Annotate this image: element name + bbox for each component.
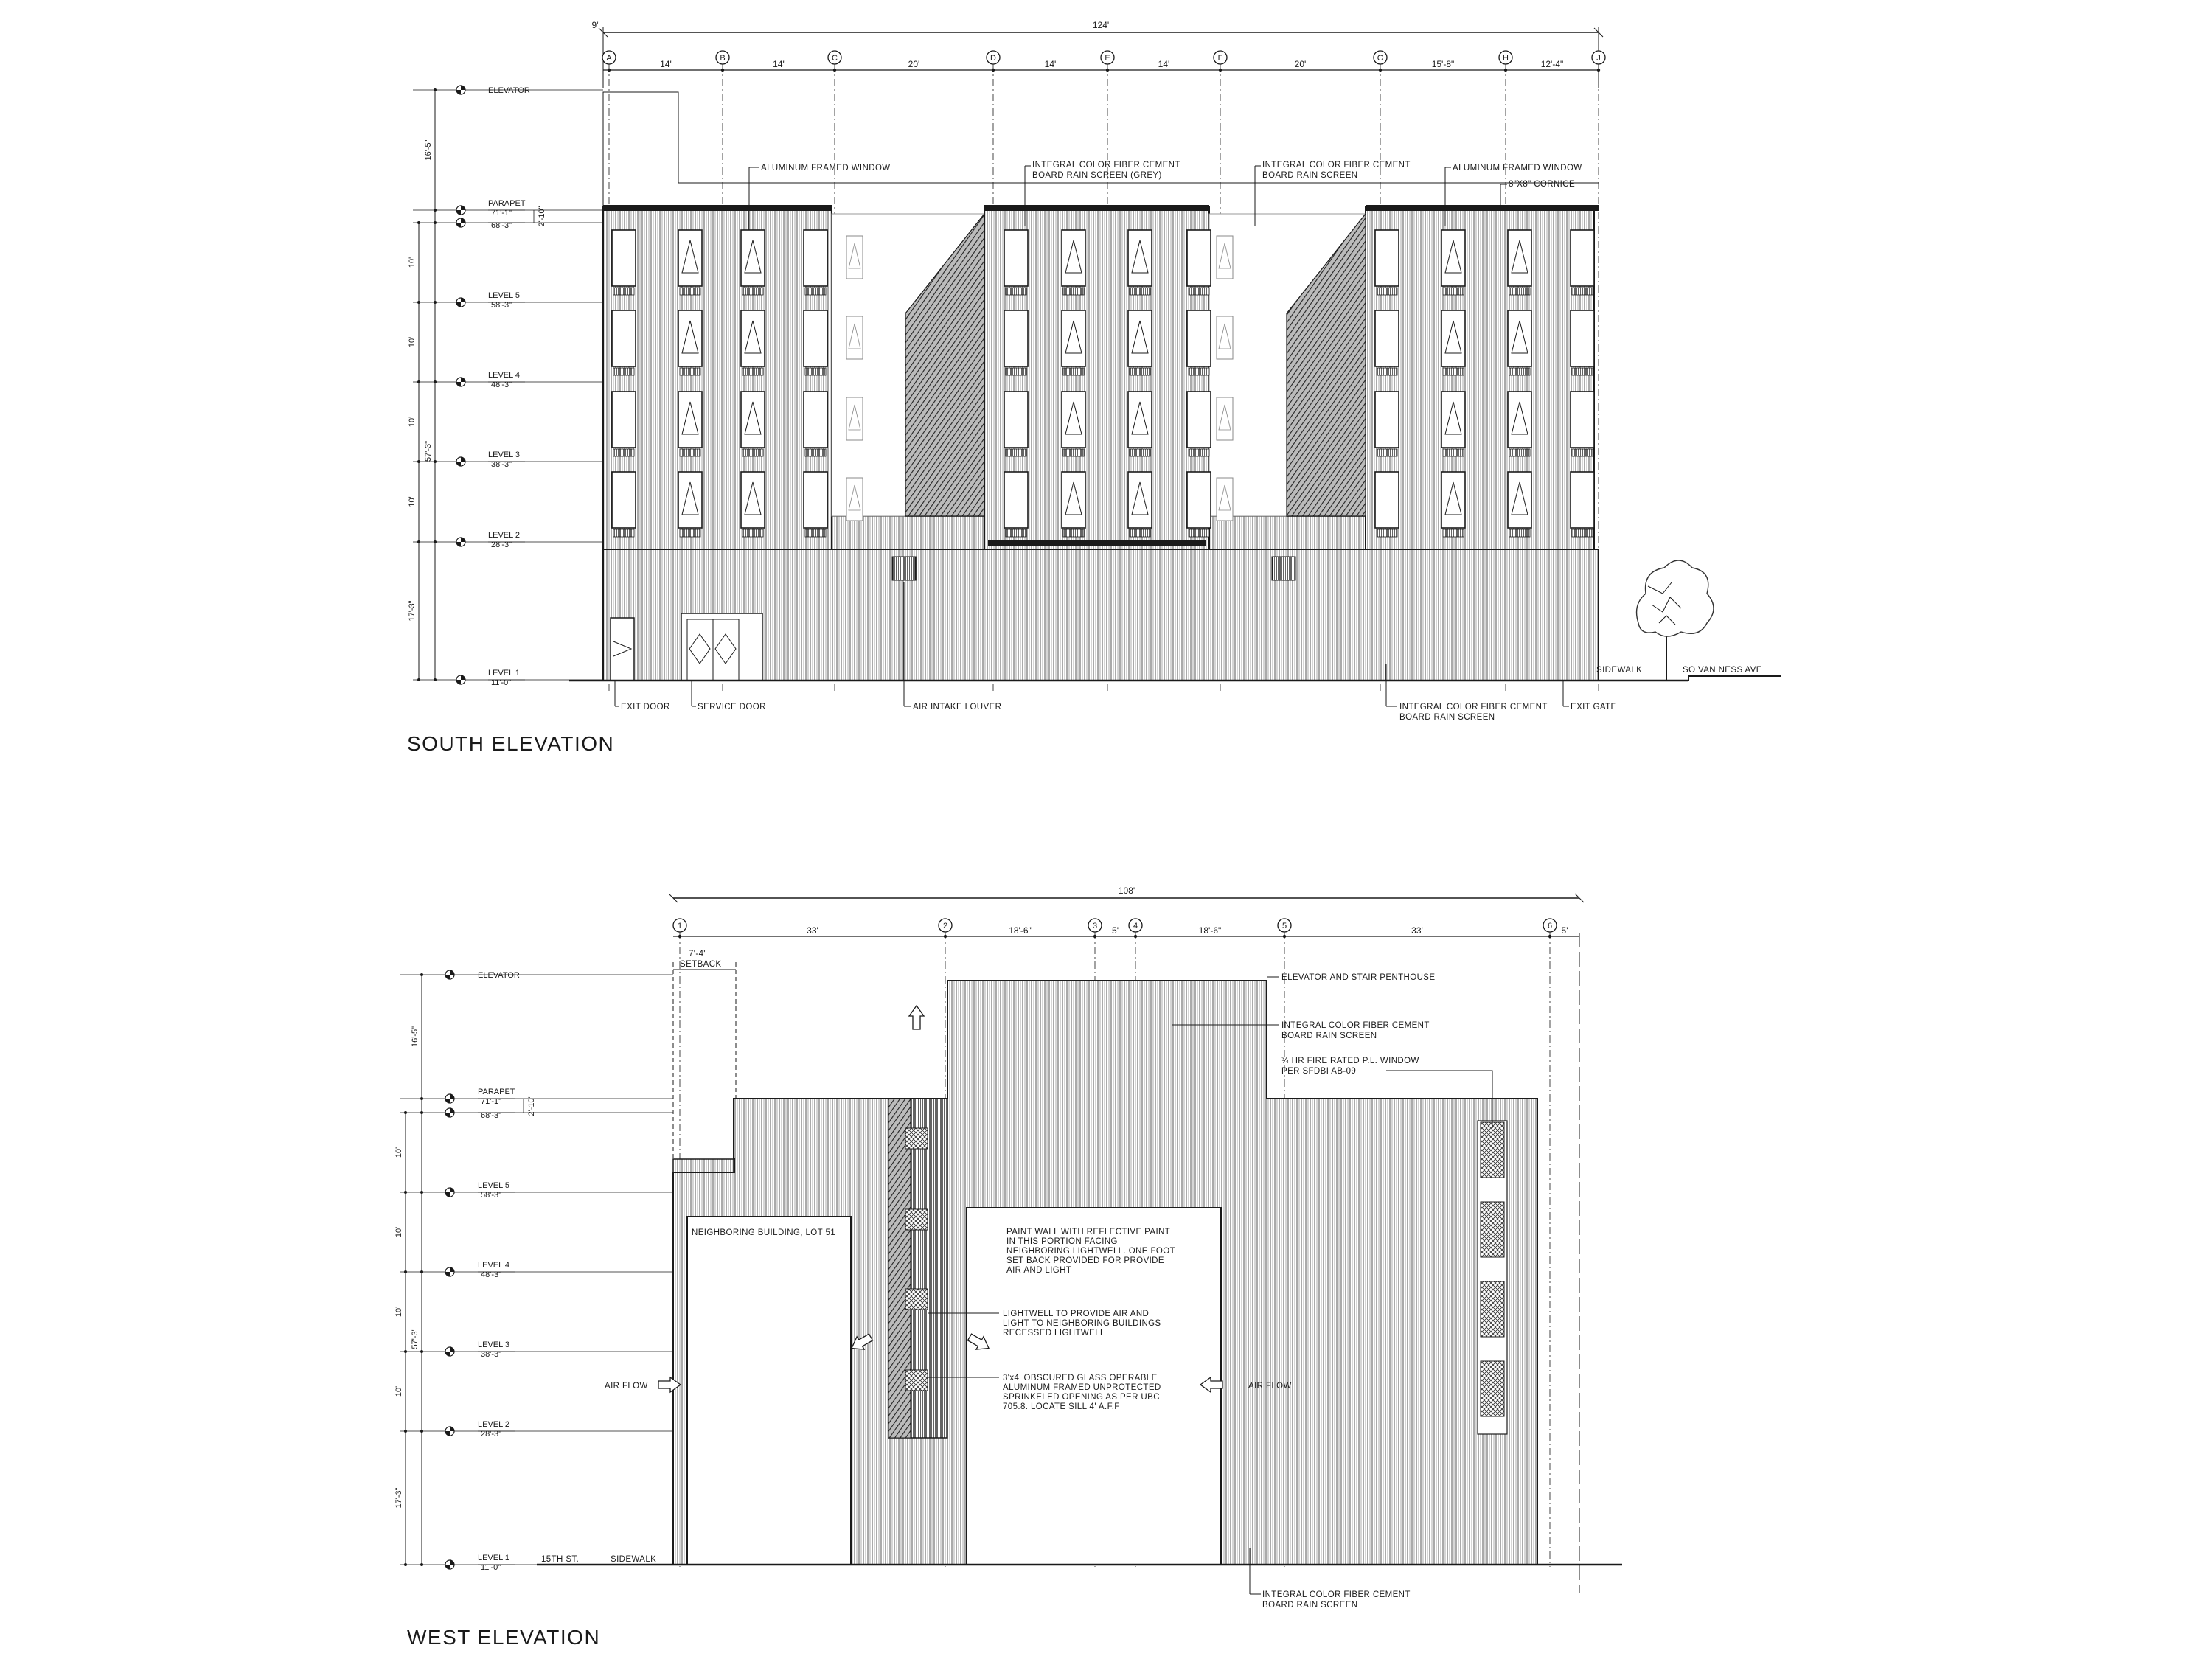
level-name: LEVEL 2 [488, 531, 521, 540]
vertical-dimension: 16'-5" [424, 139, 433, 161]
note-cornice: 8"X8" CORNICE [1509, 180, 1576, 189]
level-name: LEVEL 5 [478, 1181, 510, 1190]
bay-dimension: 20' [1294, 59, 1307, 69]
note-w-street: 15TH ST. [541, 1555, 580, 1564]
window [1128, 230, 1152, 295]
bay-dimension: 33' [807, 925, 818, 936]
level-name: PARAPET [488, 199, 526, 208]
note-alum-window-right: ALUMINUM FRAMED WINDOW [1453, 164, 1582, 173]
neighboring-building-box [687, 1217, 851, 1565]
west-elevation [394, 886, 1622, 1649]
note-exit-door: EXIT DOOR [621, 703, 670, 712]
bay-dimension: 14' [1158, 59, 1170, 69]
window [741, 472, 765, 537]
note-sidewalk: SIDEWALK [1596, 666, 1643, 675]
window [804, 472, 827, 537]
window [678, 392, 702, 456]
window [1375, 310, 1399, 375]
south-louver-1 [892, 557, 916, 580]
window [1128, 310, 1152, 375]
window [1004, 230, 1028, 295]
level-marker [400, 1088, 673, 1106]
level-value: 38'-3" [481, 1350, 502, 1359]
note-line: PAINT WALL WITH REFLECTIVE PAINT [1006, 1228, 1171, 1237]
note-alum-window-left: ALUMINUM FRAMED WINDOW [761, 164, 891, 173]
note-neighbor: NEIGHBORING BUILDING, LOT 51 [692, 1228, 836, 1237]
window [1508, 230, 1531, 295]
level-name: PARAPET [478, 1088, 515, 1096]
south-left-wing [603, 206, 832, 549]
level-name: LEVEL 4 [478, 1261, 510, 1270]
note-air-flow-left: AIR FLOW [605, 1382, 648, 1391]
window [1508, 472, 1531, 537]
window [1062, 472, 1085, 537]
bay-dimension: 5' [1112, 925, 1119, 936]
level-value: 11'-0" [481, 1563, 501, 1572]
level-marker [400, 1261, 673, 1279]
level-name: LEVEL 1 [488, 669, 521, 678]
note-exit-gate: EXIT GATE [1571, 703, 1617, 712]
level-marker [413, 669, 603, 687]
grid-label: 6 [1547, 922, 1553, 931]
window [678, 472, 702, 537]
window [1508, 310, 1531, 375]
vertical-dimension: 10' [408, 496, 417, 507]
window [741, 230, 765, 295]
window [804, 392, 827, 456]
vertical-dimension: 57'-3" [411, 1328, 420, 1349]
window [1004, 472, 1028, 537]
vertical-dimension: 17'-3" [394, 1487, 403, 1509]
level-marker [400, 1181, 673, 1200]
south-edge-dim: 9" [591, 20, 600, 30]
note-line: 3'x4' OBSCURED GLASS OPERABLE [1003, 1374, 1158, 1382]
level-value: 48'-3" [481, 1270, 502, 1279]
vertical-dimension: 2'-10" [538, 206, 546, 227]
west-level-markers [394, 970, 673, 1572]
note-line: NEIGHBORING LIGHTWELL. ONE FOOT [1006, 1247, 1176, 1256]
window [612, 310, 636, 375]
level-value: 38'-3" [491, 460, 512, 469]
bay-dimension: 14' [660, 59, 672, 69]
note-service-door: SERVICE DOOR [698, 703, 766, 712]
tree-icon [1637, 560, 1714, 681]
window [612, 392, 636, 456]
note-w-sidewalk: SIDEWALK [611, 1555, 657, 1564]
west-setback-2: SETBACK [680, 960, 722, 969]
level-marker [413, 199, 603, 218]
note-line: LIGHTWELL TO PROVIDE AIR AND [1003, 1310, 1150, 1318]
window [1128, 392, 1152, 456]
window [1441, 472, 1465, 537]
south-title: SOUTH ELEVATION [407, 732, 615, 755]
south-level-markers [408, 86, 603, 687]
vertical-dimension: 57'-3" [424, 440, 433, 462]
level-name: LEVEL 4 [488, 371, 521, 380]
level-marker [413, 451, 603, 469]
note-rain-screen-2: BOARD RAIN SCREEN [1262, 171, 1358, 180]
note-line: RECESSED LIGHTWELL [1003, 1329, 1105, 1338]
window [1187, 392, 1211, 456]
west-overall-dim: 108' [1118, 886, 1135, 896]
window [1571, 392, 1594, 456]
note-w-rain-screen-bot-1: INTEGRAL COLOR FIBER CEMENT [1262, 1590, 1411, 1599]
level-value: 28'-3" [481, 1430, 502, 1439]
vertical-dimension: 10' [408, 416, 417, 428]
level-marker [400, 1340, 673, 1359]
window [678, 230, 702, 295]
grid-label: A [606, 54, 612, 63]
vertical-dimension: 10' [394, 1147, 403, 1158]
grid-label: F [1217, 54, 1223, 63]
grid-bubble-6 [1543, 919, 1557, 1567]
bay-dimension: 18'-6" [1198, 925, 1222, 936]
note-rain-screen-bot-1: INTEGRAL COLOR FIBER CEMENT [1399, 703, 1548, 712]
grid-label: H [1503, 54, 1509, 63]
note-penthouse: ELEVATOR AND STAIR PENTHOUSE [1281, 973, 1436, 982]
note-rain-screen-grey-2: BOARD RAIN SCREEN (GREY) [1032, 171, 1162, 180]
window [1375, 472, 1399, 537]
level-name: ELEVATOR [478, 971, 520, 980]
window [1062, 392, 1085, 456]
level-value: 71'-1" [481, 1097, 502, 1106]
window [1004, 392, 1028, 456]
grid-label: 2 [942, 922, 948, 931]
window [1187, 472, 1211, 537]
window [1571, 310, 1594, 375]
grid-label: 5 [1281, 922, 1287, 931]
note-line: AIR AND LIGHT [1006, 1266, 1072, 1275]
window [1004, 310, 1028, 375]
window [1062, 230, 1085, 295]
note-line: LIGHT TO NEIGHBORING BUILDINGS [1003, 1319, 1161, 1328]
note-line: SET BACK PROVIDED FOR PROVIDE [1006, 1256, 1164, 1265]
level-name: ELEVATOR [488, 86, 530, 95]
note-fire-window-1: ¾ HR FIRE RATED P.L. WINDOW [1281, 1057, 1419, 1065]
grid-label: E [1105, 54, 1110, 63]
level-name: LEVEL 3 [478, 1340, 510, 1349]
south-elevation [407, 20, 1781, 755]
level-value: 58'-3" [481, 1191, 502, 1200]
up-arrow-icon [909, 1006, 924, 1029]
window [612, 230, 636, 295]
vertical-dimension: 2'-10" [527, 1095, 536, 1116]
note-rain-screen-bot-2: BOARD RAIN SCREEN [1399, 713, 1495, 722]
level-marker [413, 291, 603, 310]
window [678, 310, 702, 375]
note-line: 705.8. LOCATE SILL 4' A.F.F [1003, 1402, 1120, 1411]
window [1375, 230, 1399, 295]
note-line: IN THIS PORTION FACING [1006, 1237, 1118, 1246]
bay-dimension: 14' [1044, 59, 1057, 69]
grid-label: C [832, 54, 838, 63]
level-value: 68'-3" [491, 221, 512, 230]
window [1571, 230, 1594, 295]
level-name: LEVEL 1 [478, 1554, 510, 1562]
level-value: 68'-3" [481, 1111, 502, 1120]
note-w-rain-screen-1: INTEGRAL COLOR FIBER CEMENT [1281, 1021, 1430, 1030]
vertical-dimension: 17'-3" [408, 600, 417, 622]
level-value: 48'-3" [491, 380, 512, 389]
vertical-dimension: 10' [408, 257, 417, 268]
note-street: SO VAN NESS AVE [1683, 666, 1762, 675]
window [804, 230, 827, 295]
vertical-dimension: 10' [394, 1226, 403, 1238]
note-line: ALUMINUM FRAMED UNPROTECTED [1003, 1383, 1161, 1392]
grid-label: 3 [1092, 922, 1098, 931]
level-name: LEVEL 5 [488, 291, 521, 300]
window [804, 310, 827, 375]
note-w-rain-screen-2: BOARD RAIN SCREEN [1281, 1032, 1377, 1040]
window [1187, 310, 1211, 375]
window [1571, 472, 1594, 537]
grid-label: 4 [1133, 922, 1138, 931]
note-line: SPRINKELED OPENING AS PER UBC [1003, 1393, 1160, 1402]
level-value: 11'-0" [491, 678, 512, 687]
window [1062, 310, 1085, 375]
bay-dimension: 18'-6" [1009, 925, 1032, 936]
level-marker [400, 970, 673, 980]
level-name: LEVEL 2 [478, 1420, 510, 1429]
level-marker [413, 86, 603, 95]
bay-dimension: 20' [908, 59, 920, 69]
vertical-dimension: 10' [394, 1385, 403, 1397]
grid-label: B [720, 54, 726, 63]
west-setback-1: 7'-4" [689, 950, 707, 959]
level-marker [413, 531, 603, 549]
bay-dimension: 5' [1561, 925, 1568, 936]
window [1441, 310, 1465, 375]
bay-dimension: 14' [773, 59, 785, 69]
bay-dimension: 12'-4" [1540, 59, 1564, 69]
window [741, 310, 765, 375]
bay-dimension: 33' [1411, 925, 1423, 936]
south-louver-2 [1272, 557, 1295, 580]
window [1441, 392, 1465, 456]
grid-label: D [990, 54, 996, 63]
level-marker [413, 371, 603, 389]
window [612, 472, 636, 537]
note-w-rain-screen-bot-2: BOARD RAIN SCREEN [1262, 1601, 1358, 1610]
level-marker [413, 218, 603, 230]
south-overall-dim: 124' [1092, 20, 1110, 30]
note-air-intake: AIR INTAKE LOUVER [913, 703, 1002, 712]
south-right-wing [1366, 206, 1594, 549]
note-rain-screen-grey-1: INTEGRAL COLOR FIBER CEMENT [1032, 161, 1180, 170]
level-name: LEVEL 3 [488, 451, 521, 459]
vertical-dimension: 10' [394, 1306, 403, 1318]
window [1187, 230, 1211, 295]
vertical-dimension: 16'-5" [411, 1026, 420, 1048]
vertical-dimension: 10' [408, 336, 417, 348]
grid-label: 1 [677, 922, 683, 931]
bay-dimension: 15'-8" [1431, 59, 1455, 69]
level-value: 71'-1" [491, 209, 512, 218]
window [1375, 392, 1399, 456]
note-fire-window-2: PER SFDBI AB-09 [1281, 1067, 1357, 1076]
grid-label: J [1596, 54, 1601, 63]
note-air-flow-right: AIR FLOW [1248, 1382, 1292, 1391]
window [1441, 230, 1465, 295]
level-value: 28'-3" [491, 540, 512, 549]
level-marker [400, 1420, 673, 1439]
level-value: 58'-3" [491, 301, 512, 310]
west-title: WEST ELEVATION [407, 1626, 601, 1649]
window [1128, 472, 1152, 537]
window [741, 392, 765, 456]
level-marker [400, 1108, 673, 1120]
grid-label: G [1377, 54, 1384, 63]
window [1508, 392, 1531, 456]
note-rain-screen-1: INTEGRAL COLOR FIBER CEMENT [1262, 161, 1411, 170]
